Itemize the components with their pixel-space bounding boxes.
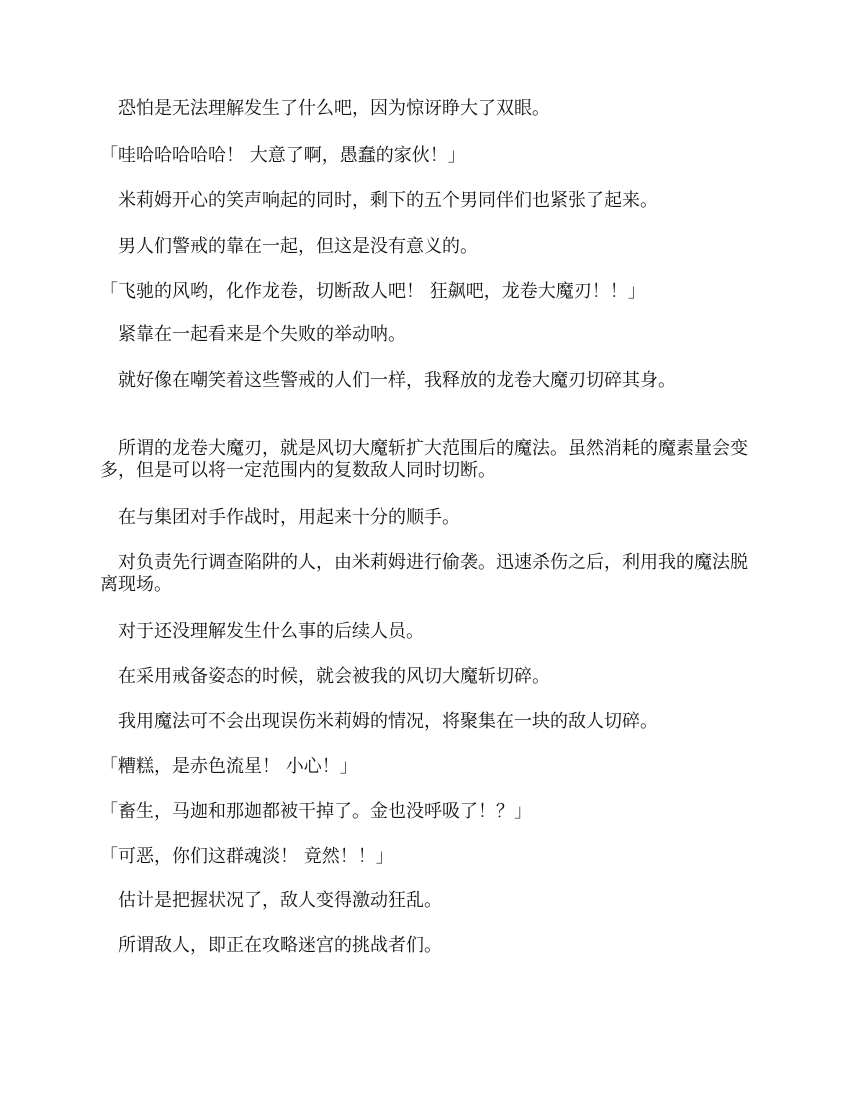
paragraph: 恐怕是无法理解发生了什么吧，因为惊讶睁大了双眼。 [100, 98, 550, 119]
dialogue-line: 「糟糕，是赤色流星！ 小心！」 [100, 756, 358, 777]
paragraph: 紧靠在一起看来是个失败的举动呐。 [100, 324, 406, 345]
dialogue-line: 「哇哈哈哈哈哈！ 大意了啊，愚蠢的家伙！」 [100, 145, 466, 166]
dialogue-line: 「飞驰的风哟，化作龙卷，切断敌人吧！ 狂飙吧，龙卷大魔刃！！」 [100, 281, 646, 302]
dialogue-line: 「畜生，马迦和那迦都被干掉了。金也没呼吸了！？」 [100, 801, 532, 822]
paragraph: 米莉姆开心的笑声响起的同时，剩下的五个男同伴们也紧张了起来。 [100, 190, 658, 211]
dialogue-line: 「可恶，你们这群魂淡！ 竟然！！」 [100, 846, 394, 867]
paragraph: 男人们警戒的靠在一起，但这是没有意义的。 [100, 236, 478, 257]
paragraph: 我用魔法可不会出现误伤米莉姆的情况，将聚集在一块的敌人切碎。 [100, 711, 658, 732]
paragraph: 所谓的龙卷大魔刃，就是风切大魔斩扩大范围后的魔法。虽然消耗的魔素量会变多，但是可以将一定范围内的复数敌人同时切断。 [100, 438, 748, 481]
paragraph: 估计是把握状况了，敌人变得激动狂乱。 [100, 890, 442, 911]
paragraph: 就好像在嘲笑着这些警戒的人们一样，我释放的龙卷大魔刃切碎其身。 [100, 370, 676, 391]
paragraph: 对于还没理解发生什么事的后续人员。 [100, 621, 424, 642]
paragraph: 所谓敌人，即正在攻略迷宫的挑战者们。 [100, 935, 442, 956]
paragraph: 在与集团对手作战时，用起来十分的顺手。 [100, 507, 460, 528]
paragraph: 在采用戒备姿态的时候，就会被我的风切大魔斩切碎。 [100, 666, 550, 687]
paragraph: 对负责先行调查陷阱的人，由米莉姆进行偷袭。迅速杀伤之后，利用我的魔法脱离现场。 [100, 552, 748, 595]
